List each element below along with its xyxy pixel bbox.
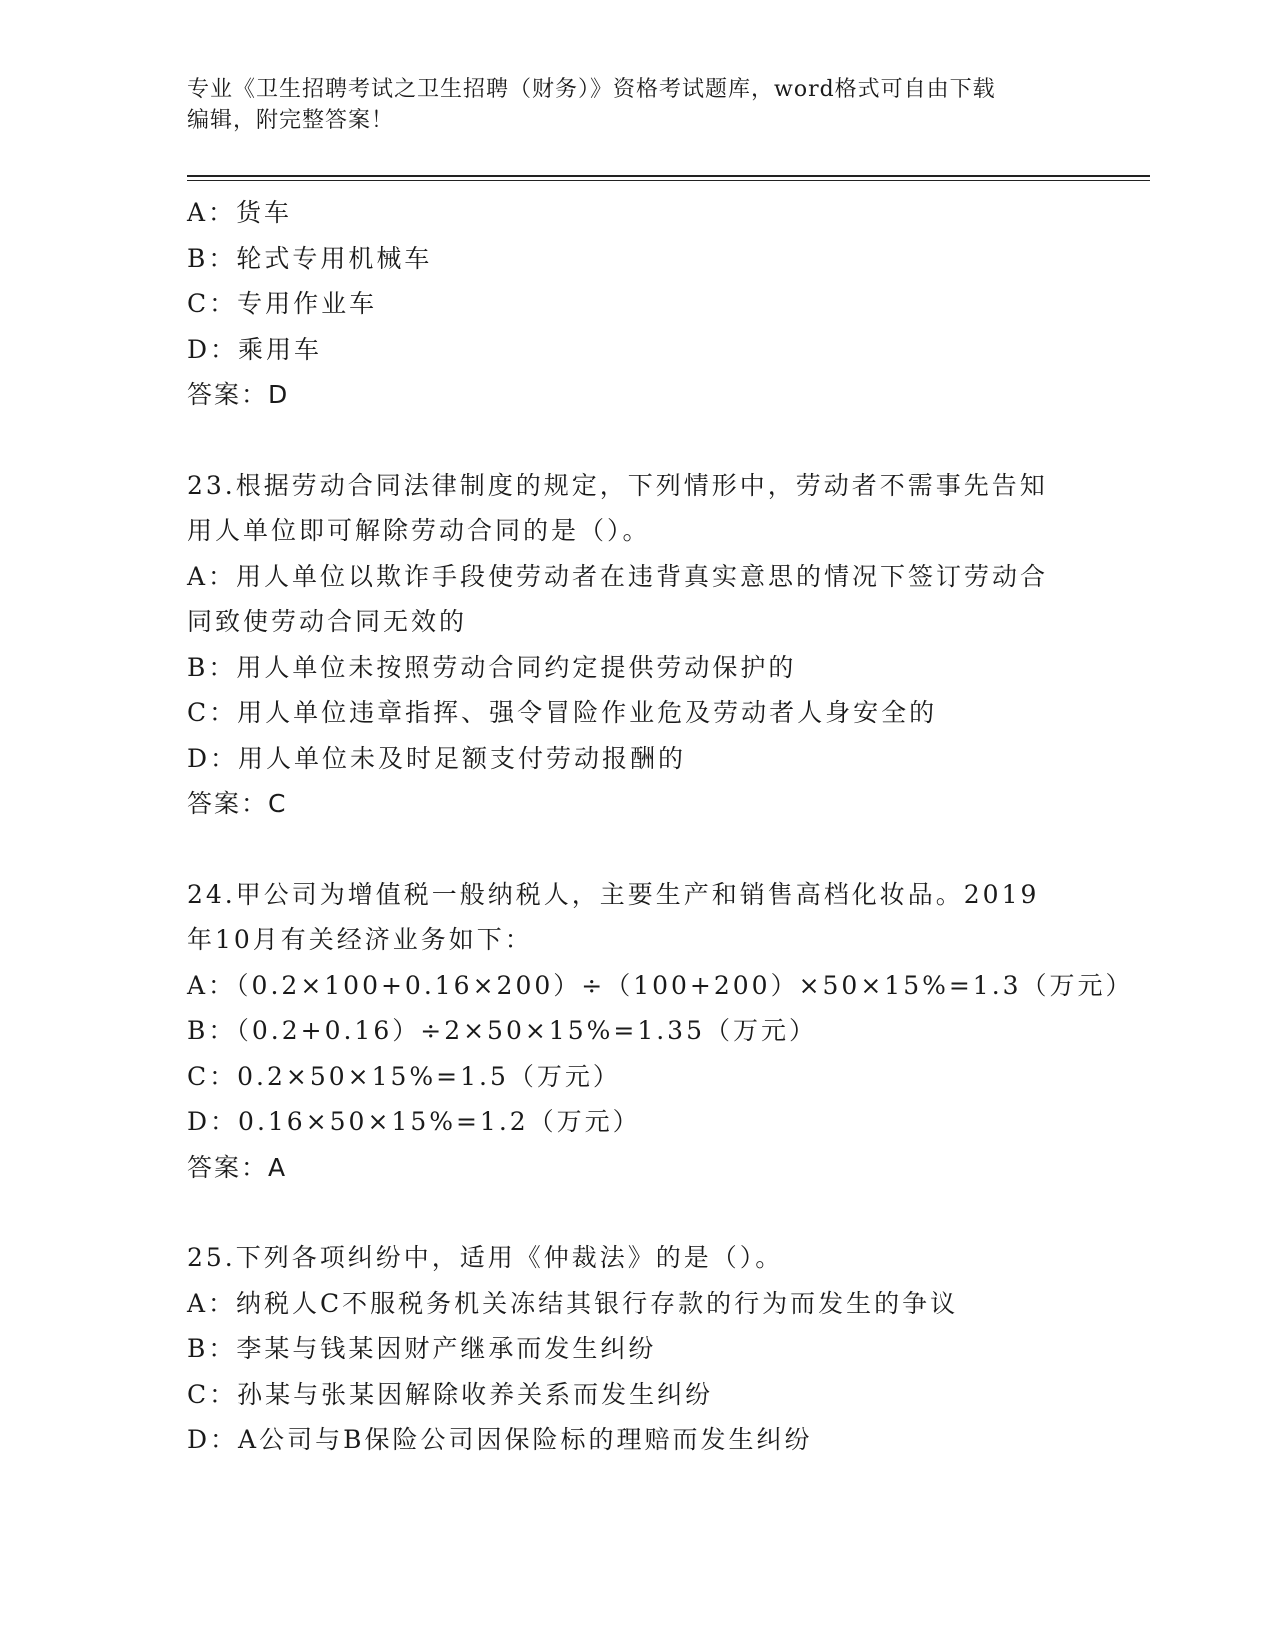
option-b: B：轮式专用机械车 xyxy=(187,243,433,273)
header-line-1: 专业《卫生招聘考试之卫生招聘（财务）》资格考试题库，word格式可自由下载 xyxy=(187,77,996,102)
option-c: C：0.2×50×15%=1.5（万元） xyxy=(187,1061,621,1091)
option-b: B：用人单位未按照劳动合同约定提供劳动保护的 xyxy=(187,652,797,682)
question-22 xyxy=(187,190,1087,418)
question-stem-continued: 用人单位即可解除劳动合同的是（）。 xyxy=(187,516,651,545)
question-stem: 25.下列各项纠纷中，适用《仲裁法》的是（）。 xyxy=(187,1243,784,1272)
spacer xyxy=(187,1190,1087,1235)
answer-label: 答案：C xyxy=(187,789,288,818)
spacer xyxy=(187,827,1087,872)
header-divider-thick xyxy=(187,175,1150,177)
header-line-2: 编辑，附完整答案！ xyxy=(187,108,395,133)
option-b: B：（0.2+0.16）÷2×50×15%=1.35（万元） xyxy=(187,1016,817,1045)
option-b: B：李某与钱某因财产继承而发生纠纷 xyxy=(187,1334,657,1363)
option-a-continued: 同致使劳动合同无效的 xyxy=(187,607,468,636)
option-a: A：纳税人C不服税务机关冻结其银行存款的行为而发生的争议 xyxy=(187,1288,959,1318)
option-d: D：用人单位未及时足额支付劳动报酬的 xyxy=(187,743,687,773)
option-c: C：专用作业车 xyxy=(187,289,378,318)
option-a: A：货车 xyxy=(187,198,293,227)
answer-label: 答案：D xyxy=(187,380,290,409)
option-d: D：A公司与B保险公司因保险标的理赔而发生纠纷 xyxy=(187,1425,813,1454)
question-23 xyxy=(187,463,1087,827)
document-header xyxy=(187,74,1087,136)
option-d: D：0.16×50×15%=1.2（万元） xyxy=(187,1107,641,1136)
option-a: A：用人单位以欺诈手段使劳动者在违背真实意思的情况下签订劳动合 xyxy=(187,561,1049,591)
option-d: D：乘用车 xyxy=(187,334,323,364)
question-list xyxy=(187,190,1134,1463)
question-25 xyxy=(187,1235,1087,1463)
header-divider-thin xyxy=(187,180,1150,181)
question-24 xyxy=(187,872,1134,1191)
spacer xyxy=(187,418,1087,463)
question-stem-continued: 年10月有关经济业务如下： xyxy=(187,925,533,954)
option-c: C：孙某与张某因解除收养关系而发生纠纷 xyxy=(187,1379,714,1409)
option-c: C：用人单位违章指挥、强令冒险作业危及劳动者人身安全的 xyxy=(187,698,938,727)
answer-label: 答案：A xyxy=(187,1152,288,1182)
question-stem: 23.根据劳动合同法律制度的规定，下列情形中，劳动者不需事先告知 xyxy=(187,470,1048,500)
question-stem: 24.甲公司为增值税一般纳税人，主要生产和销售高档化妆品。2019 xyxy=(187,879,1040,909)
option-a: A：（0.2×100+0.16×200）÷（100+200）×50×15%=1.3（万元） xyxy=(187,970,1134,1000)
